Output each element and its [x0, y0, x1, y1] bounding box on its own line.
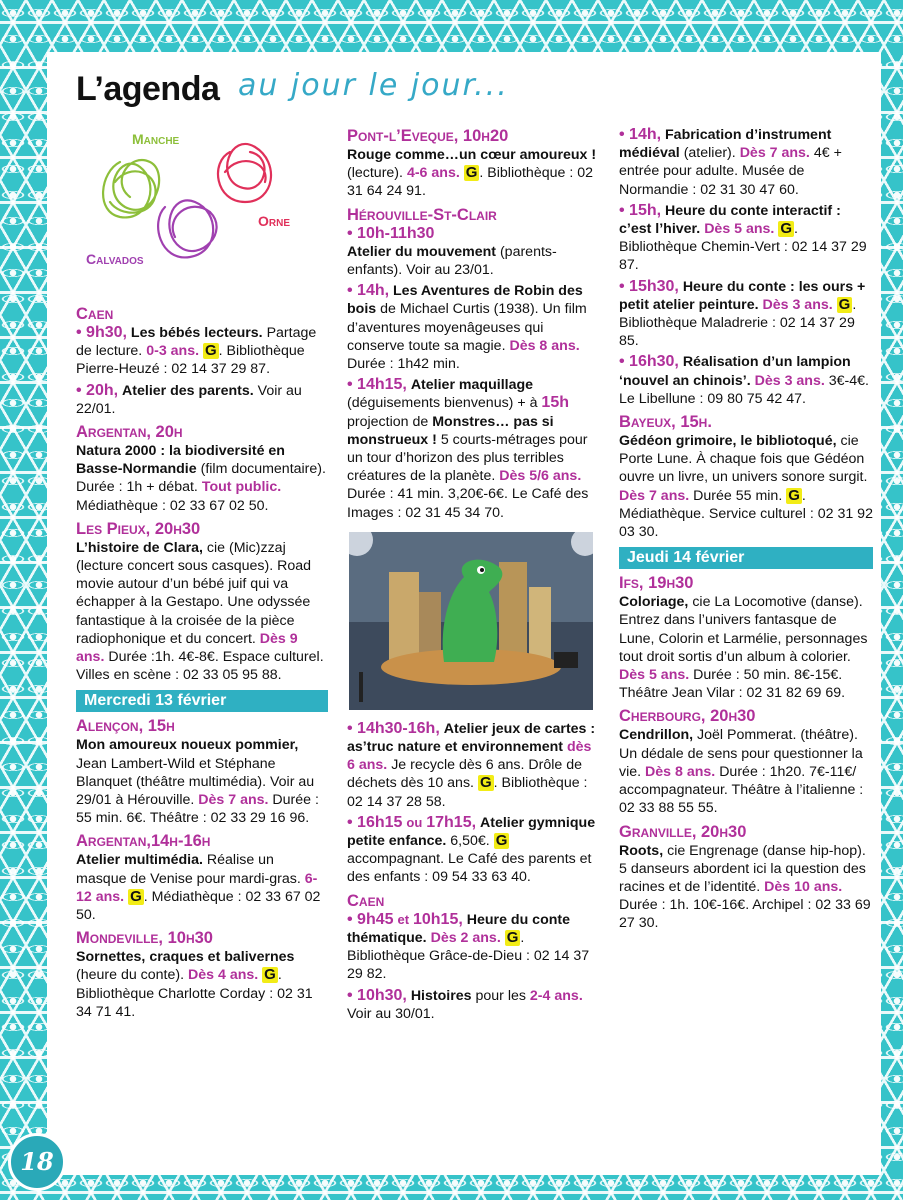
event-item	[619, 842, 873, 933]
event-title: Heure du conte interactif : c’est l’hiver.	[619, 202, 841, 238]
event-time: • 10h-11h30	[347, 224, 435, 242]
event-info: Durée 55 min.	[693, 487, 783, 504]
event-time: • 14h15,	[347, 376, 407, 394]
event-text: Partage de lecture.	[76, 325, 317, 360]
event-time: • 14h,	[347, 282, 390, 300]
event-age: Dès 5 ans.	[619, 667, 690, 684]
place-mondeville: Mondeville, 10h30	[76, 929, 213, 948]
event-info: (parents-enfants). Voir au 23/01.	[347, 243, 557, 279]
event-item	[76, 736, 328, 827]
event-age: dès 6 ans.	[347, 739, 592, 774]
event-title: Sornettes, craques et balivernes	[76, 949, 295, 966]
event-item	[347, 720, 603, 811]
day-header: Jeudi 14 février	[619, 547, 873, 569]
column-3	[619, 126, 873, 936]
column-2	[347, 126, 603, 1026]
page-subtitle: au jour le jour...	[238, 68, 509, 103]
manche-scribble	[103, 160, 159, 217]
event-title: Atelier jeux de cartes : as’truc nature et environnement	[347, 720, 596, 756]
event-info: . Bibliothèque : 02 31 64 24 91.	[347, 165, 593, 200]
event-conjunction: et	[397, 911, 410, 927]
event-info: Durée : 50 min. 8€-15€. Théâtre Jean Vilar : 02 31 82 69 69.	[619, 667, 846, 702]
event-time: • 10h30,	[347, 986, 407, 1004]
event-age: Dès 3 ans.	[762, 296, 833, 313]
event-item	[76, 851, 328, 924]
event-info: (lecture).	[347, 165, 403, 182]
day-header: Mercredi 13 février	[76, 690, 328, 712]
event-item	[347, 911, 603, 984]
event-info: Je recycle dès 6 ans. Drôle de déchets dès 10 ans.	[347, 757, 583, 792]
event-item	[76, 539, 328, 685]
event-title: Cendrillon,	[619, 727, 694, 744]
event-time: 10h15,	[412, 910, 463, 928]
place-granville: Granville, 20h30	[619, 822, 747, 841]
event-item	[619, 126, 873, 199]
event-info: . Bibliothèque Charlotte Corday : 02 31 34 71 41.	[76, 967, 313, 1020]
event-title: Roots,	[619, 842, 664, 859]
event-age: Dès 4 ans.	[188, 967, 259, 984]
event-age: 0-3 ans.	[146, 343, 200, 360]
event-item	[76, 324, 328, 379]
place-les-pieux: Les Pieux, 20h30	[76, 519, 201, 538]
event-info: Durée : 1h42 min.	[347, 356, 460, 373]
event-info: de Michael Curtis (1938). Un film d’aventures moyenâgeuses qui conserve toute sa magie.	[347, 301, 587, 354]
event-info: Voir au 22/01.	[76, 382, 302, 417]
event-info: . Bibliothèque Grâce-de-Dieu : 02 14 37 29 82.	[347, 929, 590, 983]
event-info: cie Engrenage (danse hip-hop). 5 danseurs abordent ici la question des racines et de l’identité.	[619, 842, 866, 895]
event-info: . Bibliothèque Chemin-Vert : 02 14 37 29 87.	[619, 221, 867, 274]
event-info: Durée : 41 min. 3,20€-6€. Le Café des Images : 02 31 45 34 70.	[347, 486, 589, 521]
event-info: 4€ + entrée pour adulte. Musée de Normandie : 02 31 30 47 60.	[619, 145, 842, 198]
column-1	[76, 300, 328, 1024]
event-time: • 14h30-16h,	[347, 719, 440, 737]
map-label-manche: Manche	[132, 131, 180, 147]
event-info: . Médiathèque : 02 33 67 02 50.	[76, 888, 321, 924]
event-title: Gédéon grimoire, le bibliotoqué,	[619, 433, 837, 450]
event-title: Atelier des parents.	[122, 382, 254, 399]
event-time: • 15h30,	[619, 277, 679, 295]
free-badge: G	[264, 966, 276, 984]
orne-scribble	[218, 144, 271, 202]
place-pont-l-eveque: Pont-l’Eveque, 10h20	[347, 127, 509, 145]
event-age: Dès 3 ans.	[754, 372, 825, 389]
event-info: Voir au 30/01.	[347, 1005, 435, 1022]
event-time: • 14h,	[619, 126, 662, 143]
event-item	[619, 202, 873, 275]
event-info: (film documentaire). Durée : 1h + débat.	[76, 461, 326, 496]
event-info: Réalise un masque de Venise pour mardi-gras.	[76, 852, 301, 887]
event-time: • 15h,	[619, 201, 662, 219]
event-info: . Bibliothèque Maladrerie : 02 14 37 29 85.	[619, 296, 857, 350]
event-title: Les Aventures de Robin des bois	[347, 283, 583, 318]
event-info: Durée : 1h20. 7€-11€/ accompagnateur. Théâtre à l’italienne : 02 33 88 55 55.	[619, 763, 864, 817]
event-time: • 20h,	[76, 381, 119, 399]
event-info: . Bibliothèque Pierre-Heuzé : 02 14 37 29 87.	[76, 343, 305, 378]
event-age: Dès 5 ans.	[704, 221, 775, 238]
event-age: Dès 2 ans.	[430, 929, 501, 946]
event-item	[347, 225, 603, 280]
event-item	[347, 814, 603, 887]
place-bayeux: Bayeux, 15h.	[619, 413, 712, 432]
event-info: (déguisements bienvenus) + à	[347, 395, 538, 412]
event-title: Les bébés lecteurs.	[130, 325, 263, 341]
event-title: Atelier gymnique petite enfance.	[347, 814, 596, 850]
event-age: Dès 8 ans.	[509, 337, 580, 354]
event-info: projection de	[347, 413, 429, 430]
event-time: • 9h45	[347, 910, 394, 928]
event-title: L’histoire de Clara,	[76, 539, 203, 556]
event-info: Durée : 55 min. 6€. Théâtre : 02 33 29 16 96.	[76, 792, 319, 827]
event-age: 4-6 ans.	[406, 165, 460, 182]
event-item	[347, 282, 603, 373]
page-title: L’agenda	[76, 70, 220, 108]
event-info: Joël Pommerat. (théâtre). Un dédale de sens pour questionner la vie.	[619, 727, 863, 780]
free-badge: G	[205, 342, 217, 360]
event-age: 6-12 ans.	[76, 870, 318, 905]
event-title: Rouge comme…un cœur amoureux !	[347, 147, 597, 163]
event-title: Heure du conte : les ours + petit atelier peinture.	[619, 278, 866, 313]
event-info: 3€-4€. Le Libellune : 09 80 75 42 47.	[619, 372, 869, 407]
free-badge: G	[780, 220, 793, 238]
event-age: Dès 5/6 ans.	[499, 468, 582, 485]
event-info: 5 courts-métrages pour un tour d’horizon des plus terribles créatures de la planète.	[347, 431, 588, 485]
event-info: cie Porte Lune. À chaque fois que Gédéon ouvre un livre, un univers sonore surgit.	[619, 433, 868, 486]
event-title: Histoires	[410, 987, 472, 1004]
event-title: Atelier du mouvement	[347, 243, 496, 260]
event-info: (atelier).	[683, 145, 736, 162]
event-info: cie (Mic)zzaj (lecture concert sous casques). Road movie autour d’un bébé juif qui va échapper à la Gestapo. Une odyssée fantastique à la croisée de la pièce radiophonique et du concert.	[76, 539, 311, 647]
place-argentan: Argentan,14h-16h	[76, 832, 211, 851]
free-badge: G	[495, 832, 508, 850]
event-age: Dès 8 ans.	[645, 763, 716, 780]
event-time: 15h	[541, 394, 569, 412]
event-title: Réalisation d’un lampion ‘nouvel an chinois’.	[619, 354, 851, 389]
event-item	[619, 726, 873, 817]
event-title: Fabrication d’instrument médiéval	[619, 127, 832, 162]
event-item	[619, 593, 873, 702]
event-info: Jean Lambert-Wild et Stéphane Blanquet (théâtre multimédia). Voir au 29/01 à Hérouville.	[76, 755, 315, 809]
event-time: 17h15,	[426, 813, 477, 831]
event-info: cie La Locomotive (danse). Entrez dans l’univers fantasque de Lune, Colorin et Larmélie, personnages tout droit sortis d’un album à colorier.	[619, 594, 868, 665]
page-number: 18	[8, 1133, 66, 1191]
map-label-orne: Orne	[258, 213, 291, 229]
region-map-scribble	[80, 122, 320, 282]
event-info: Durée : 1h. 10€-16€. Archipel : 02 33 69 27 30.	[619, 897, 871, 932]
event-item	[347, 376, 603, 522]
event-age: Tout public.	[201, 479, 282, 496]
free-badge: G	[838, 295, 851, 313]
free-badge: G	[506, 928, 519, 946]
map-label-calvados: Calvados	[86, 251, 144, 267]
event-conjunction: ou	[406, 814, 423, 830]
free-badge: G	[788, 486, 800, 504]
event-age: Dès 7 ans.	[619, 487, 690, 504]
event-item	[76, 382, 328, 418]
event-item	[76, 442, 328, 515]
place-ifs: Ifs, 19h30	[619, 574, 694, 593]
event-info: . Bibliothèque : 02 14 37 28 58.	[347, 775, 588, 810]
place-herouville: Hérouville-St-Clair	[347, 205, 497, 224]
free-badge: G	[465, 164, 478, 182]
event-title: Heure du conte thématique.	[347, 911, 571, 946]
event-age: Dès 10 ans.	[764, 878, 843, 895]
event-title: Natura 2000 : la biodiversité en Basse-Normandie	[76, 443, 285, 478]
calvados-scribble	[158, 200, 216, 257]
event-item	[347, 987, 603, 1023]
event-item	[619, 278, 873, 351]
event-title: Atelier multimédia.	[76, 852, 203, 869]
event-info: 6,50€.	[450, 833, 490, 850]
event-info: Médiathèque : 02 33 67 02 50.	[76, 497, 269, 514]
place-cherbourg: Cherbourg, 20h30	[619, 707, 756, 726]
event-info: . Médiathèque. Service culturel : 02 31 92 03 30.	[619, 487, 873, 541]
event-title: Monstres… pas si monstrueux !	[347, 413, 554, 448]
monster-illustration	[349, 532, 593, 710]
event-title: Mon amoureux noueux pommier,	[76, 737, 299, 754]
event-age: Dès 7 ans.	[198, 792, 269, 809]
place-caen: Caen	[76, 305, 114, 323]
event-time: • 9h30,	[76, 324, 127, 341]
event-info: accompagnant. Le Café des parents et des enfants : 09 54 33 63 40.	[347, 851, 592, 886]
event-item	[619, 432, 873, 541]
place-alencon: Alençon, 15h	[76, 717, 175, 736]
free-badge: G	[479, 774, 492, 792]
event-title: Atelier maquillage	[410, 377, 534, 394]
event-info: Durée :1h. 4€-8€. Espace culturel. Villes en scène : 02 33 05 95 88.	[76, 649, 324, 684]
place-caen: Caen	[347, 891, 385, 910]
event-item	[76, 948, 328, 1021]
event-time: • 16h30,	[619, 353, 679, 371]
event-age: 2-4 ans.	[529, 987, 583, 1004]
event-item	[619, 353, 873, 408]
event-age: Dès 9 ans.	[76, 630, 298, 666]
event-info: pour les	[475, 987, 526, 1004]
place-argentan: Argentan, 20h	[76, 423, 183, 442]
event-time: • 16h15	[347, 813, 403, 831]
event-age: Dès 7 ans.	[739, 145, 810, 162]
event-info: (heure du conte).	[76, 967, 185, 984]
event-title: Coloriage,	[619, 594, 689, 611]
event-item	[347, 146, 603, 201]
free-badge: G	[130, 887, 142, 905]
